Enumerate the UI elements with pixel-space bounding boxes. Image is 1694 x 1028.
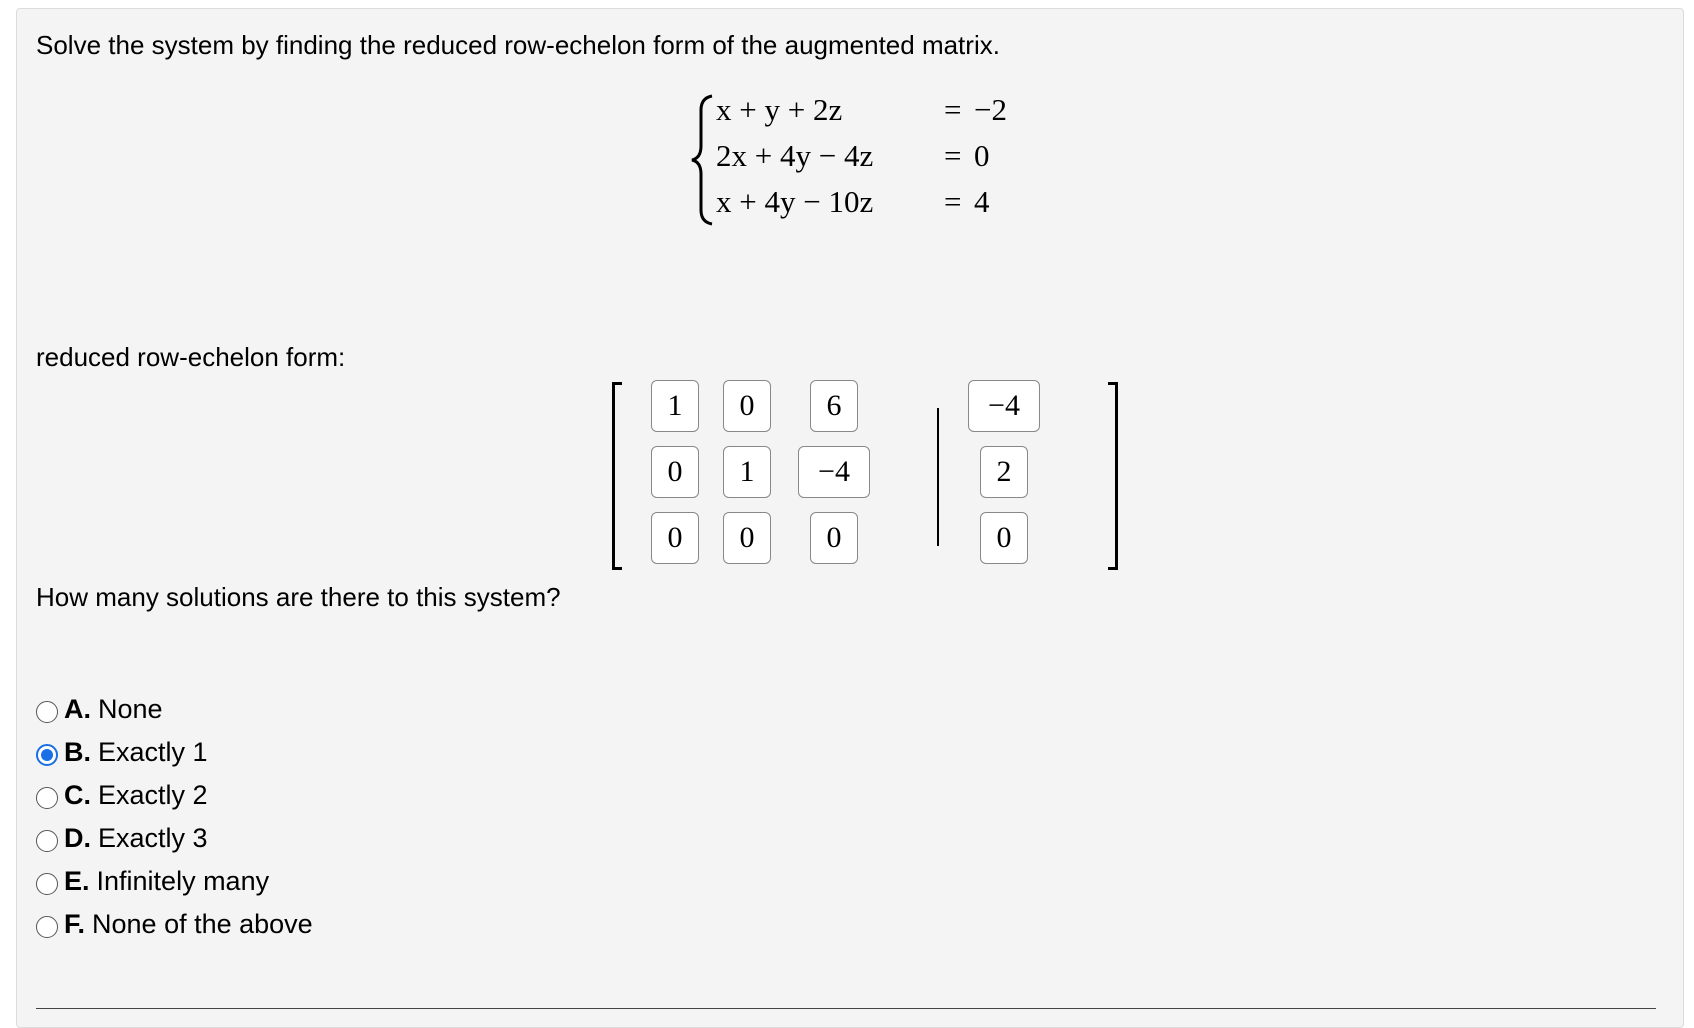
- option-text: Exactly 3: [98, 823, 208, 853]
- solutions-question: How many solutions are there to this system?: [36, 582, 561, 612]
- option-text: Exactly 1: [98, 737, 208, 767]
- option-a[interactable]: [36, 688, 313, 731]
- matrix-cell-r3c3[interactable]: 0: [810, 512, 858, 564]
- equals-sign: =: [944, 138, 962, 173]
- equation-rhs: 4: [974, 184, 990, 219]
- option-text: None: [98, 694, 163, 724]
- left-bracket: [612, 382, 622, 570]
- right-bracket: [1108, 382, 1118, 570]
- option-b[interactable]: [36, 731, 313, 774]
- equation-lhs: 2x + 4y − 4z: [716, 138, 874, 173]
- equation-rhs: −2: [974, 92, 1007, 127]
- rref-label: reduced row-echelon form:: [36, 342, 346, 372]
- matrix-cell-r2c2[interactable]: 1: [723, 446, 771, 498]
- matrix-cell-r2c4[interactable]: 2: [980, 446, 1028, 498]
- option-letter: B.: [64, 737, 91, 767]
- radio-button-selected[interactable]: [36, 744, 58, 766]
- matrix-cell-r1c2[interactable]: 0: [723, 380, 771, 432]
- answer-options: [36, 688, 313, 946]
- radio-button[interactable]: [36, 873, 58, 895]
- matrix-cell-r1c1[interactable]: 1: [651, 380, 699, 432]
- matrix-cell-r2c1[interactable]: 0: [651, 446, 699, 498]
- matrix-cell-r3c4[interactable]: 0: [980, 512, 1028, 564]
- matrix-cell-r1c4[interactable]: −4: [968, 380, 1040, 432]
- radio-button[interactable]: [36, 787, 58, 809]
- equation-lhs: x + 4y − 10z: [716, 184, 874, 219]
- option-text: None of the above: [92, 909, 313, 939]
- option-d[interactable]: [36, 817, 313, 860]
- option-letter: A.: [64, 694, 91, 724]
- option-letter: D.: [64, 823, 91, 853]
- equals-sign: =: [944, 184, 962, 219]
- option-f[interactable]: [36, 903, 313, 946]
- equals-sign: =: [944, 92, 962, 127]
- radio-button[interactable]: [36, 916, 58, 938]
- radio-button[interactable]: [36, 830, 58, 852]
- equation-system: [690, 92, 1050, 228]
- option-letter: C.: [64, 780, 91, 810]
- matrix-cell-r2c3[interactable]: −4: [798, 446, 870, 498]
- option-letter: F.: [64, 909, 86, 939]
- problem-prompt: Solve the system by finding the reduced row-echelon form of the augmented matrix.: [36, 30, 1000, 60]
- matrix-cell-r3c2[interactable]: 0: [723, 512, 771, 564]
- augment-divider: [937, 408, 939, 546]
- option-letter: E.: [64, 866, 90, 896]
- equation-rhs: 0: [974, 138, 990, 173]
- option-text: Exactly 2: [98, 780, 208, 810]
- matrix-cell-r1c3[interactable]: 6: [810, 380, 858, 432]
- option-e[interactable]: [36, 860, 313, 903]
- option-text: Infinitely many: [96, 866, 270, 896]
- matrix-cell-r3c1[interactable]: 0: [651, 512, 699, 564]
- option-c[interactable]: [36, 774, 313, 817]
- left-brace-icon: [690, 92, 716, 228]
- equation-lhs: x + y + 2z: [716, 92, 843, 127]
- augmented-matrix: [612, 380, 1122, 575]
- radio-button[interactable]: [36, 701, 58, 723]
